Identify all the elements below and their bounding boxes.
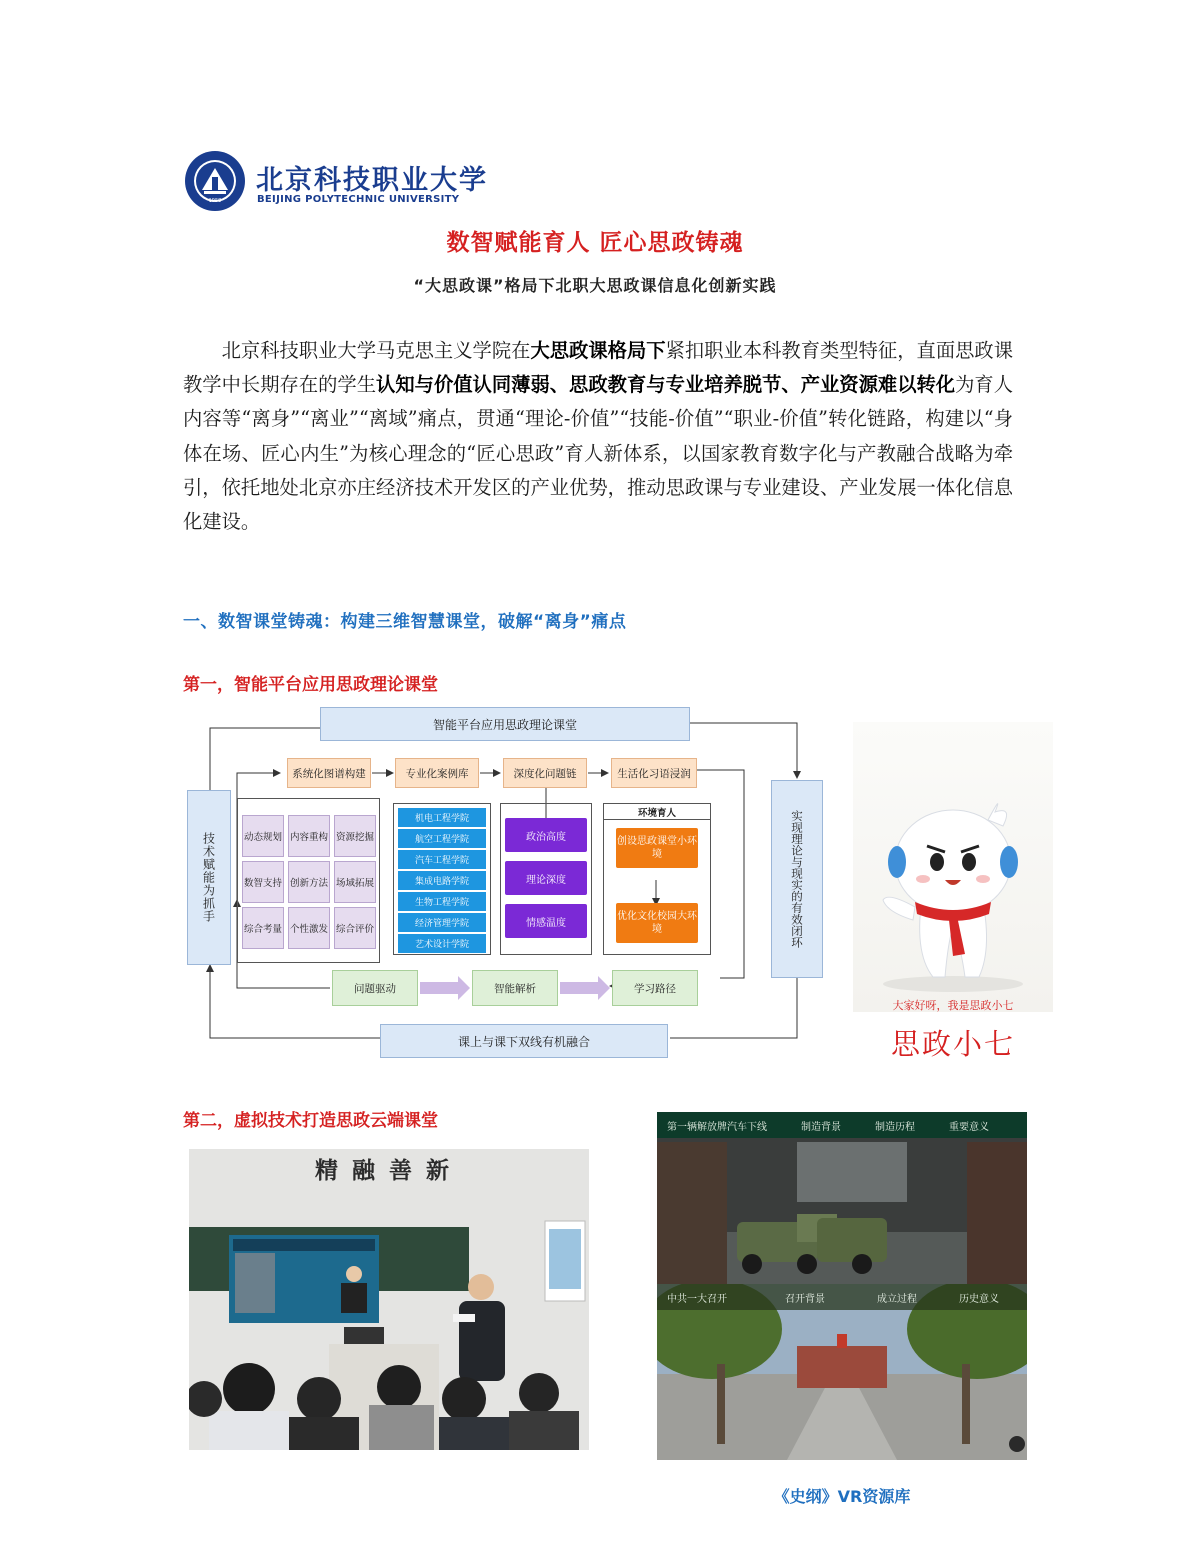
section-heading-1: 一、数智课堂铸魂：构建三维智慧课堂，破解“离身”痛点 <box>183 612 627 632</box>
grid-cell: 个性激发 <box>288 907 330 949</box>
vr-tab[interactable]: 成立过程 <box>877 1293 917 1305</box>
subsection-heading-2: 第二，虚拟技术打造思政云端课堂 <box>183 1111 438 1131</box>
department-item: 生物工程学院 <box>397 891 487 912</box>
vr-scene1-menu <box>657 1112 1027 1138</box>
right-loop-box: 实现理论与现实的有效闭环 <box>771 780 823 978</box>
vr-scene2-title: 中共一大召开 <box>667 1293 727 1305</box>
mascot-caption: 大家好呀，我是思政小七 <box>892 999 1014 1012</box>
vr-scene2-menu <box>657 1284 1027 1310</box>
classroom-photo <box>189 1149 589 1450</box>
university-seal-logo <box>184 150 246 212</box>
stage-box-2: 专业化案例库 <box>395 758 479 788</box>
department-item: 机电工程学院 <box>397 807 487 828</box>
stage-box-4: 生活化习语浸润 <box>611 758 697 788</box>
grid-cell: 综合评价 <box>334 907 376 949</box>
classroom-banner: 精融善新 <box>315 1157 463 1184</box>
dimension-item: 理论深度 <box>505 861 587 895</box>
vr-tab[interactable]: 制造历程 <box>875 1121 915 1133</box>
stage-box-3: 深度化问题链 <box>503 758 587 788</box>
environment-item: 优化文化校园大环境 <box>616 903 698 943</box>
environment-item: 创设思政课堂小环境 <box>616 828 698 868</box>
vr-scene1-title: 第一辆解放牌汽车下线 <box>667 1121 767 1133</box>
vr-tab[interactable]: 重要意义 <box>949 1121 989 1133</box>
dimension-item: 政治高度 <box>505 818 587 852</box>
stage-box-1: 系统化图谱构建 <box>287 758 371 788</box>
subsection-heading-1: 第一，智能平台应用思政理论课堂 <box>183 675 438 695</box>
grid-cell: 内容重构 <box>288 815 330 857</box>
intro-text-1: 北京科技职业大学马克思主义学院在 <box>221 339 531 362</box>
grid-cell: 创新方法 <box>288 861 330 903</box>
intro-bold-2: 认知与价值认同薄弱、思政教育与专业培养脱节、产业资源难以转化 <box>376 373 956 397</box>
vr-tab[interactable]: 制造背景 <box>801 1121 841 1133</box>
vr-truck-scene <box>657 1112 1027 1287</box>
page-title: 数智赋能育人 匠心思政铸魂 <box>446 230 744 256</box>
grid-cell: 资源挖掘 <box>334 815 376 857</box>
mascot-icon <box>853 722 1053 997</box>
vr-tab[interactable]: 召开背景 <box>785 1293 825 1305</box>
mascot-name: 思政小七 <box>890 1027 1015 1061</box>
department-item: 汽车工程学院 <box>397 849 487 870</box>
grid-cell: 场域拓展 <box>334 861 376 903</box>
grid-cell: 数智支持 <box>242 861 284 903</box>
dimension-item: 情感温度 <box>505 904 587 938</box>
department-item: 艺术设计学院 <box>397 933 487 954</box>
vr-congress-scene <box>657 1284 1027 1460</box>
logo-chinese-name: 北京科技职业大学 <box>256 165 488 196</box>
flow-box-3: 学习路径 <box>612 970 698 1006</box>
department-item: 航空工程学院 <box>397 828 487 849</box>
seal-year: 1958 <box>208 198 222 204</box>
top-platform-box: 智能平台应用思政理论课堂 <box>320 707 690 741</box>
intro-text-2: 紧扣职业本科教育类型特征，直面思政课教学中长期存在的学生 <box>183 339 1014 397</box>
vr-tab[interactable]: 历史意义 <box>959 1293 999 1305</box>
department-item: 集成电路学院 <box>397 870 487 891</box>
seal-icon <box>184 150 246 212</box>
left-tech-box: 技术赋能为抓手 <box>187 790 231 965</box>
grid-cell: 综合考量 <box>242 907 284 949</box>
flow-box-2: 智能解析 <box>472 970 558 1006</box>
classroom-scene <box>189 1149 589 1450</box>
logo-english-name: BEIJING POLYTECHNIC UNIVERSITY <box>257 194 460 205</box>
page-subtitle: “大思政课”格局下北职大思政课信息化创新实践 <box>413 276 777 295</box>
grid-cell: 动态规划 <box>242 815 284 857</box>
smart-platform-diagram <box>180 700 830 1070</box>
intro-bold-1: 大思政课格局下 <box>530 339 666 362</box>
intro-text-3: 为育人内容等“离身”“离业”“离域”痛点，贯通“理论-价值”“技能-价值”“职业-价值”转化链路，构建以“身体在场、匠心内生”为核心理念的“匠心思政”育人新体系，以国家教育数字化与产教融合战略为牵引，依托地处北京亦庄经济技术开发区的产业优势，推动思政课与专业建设、产业发展一体化信息化建设。 <box>183 373 1014 534</box>
bottom-integration-box: 课上与课下双线有机融合 <box>380 1024 668 1058</box>
vr-scene-truck <box>657 1112 1027 1287</box>
vr-library-caption: 《史纲》VR资源库 <box>773 1487 911 1506</box>
flow-box-1: 问题驱动 <box>332 970 418 1006</box>
department-item: 经济管理学院 <box>397 912 487 933</box>
environment-title: 环境育人 <box>604 804 710 820</box>
vr-scene-congress <box>657 1284 1027 1460</box>
intro-paragraph <box>183 334 1013 539</box>
mascot-illustration <box>853 722 1053 1012</box>
